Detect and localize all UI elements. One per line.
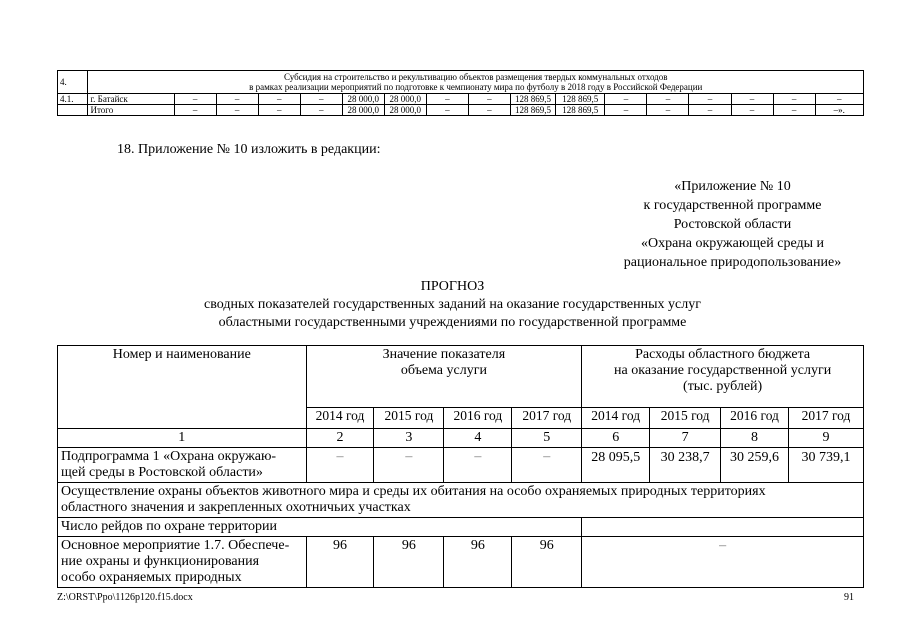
cell: 28 000,0 xyxy=(384,105,426,116)
col-number: 3 xyxy=(374,429,444,448)
cell: – xyxy=(773,94,815,105)
service-line: Осуществление охраны объектов животного мира и среды их обитания на особо охраняемых природных территориях xyxy=(61,484,766,499)
amendment-paragraph: 18. Приложение № 10 изложить в редакции: xyxy=(117,142,381,157)
value-cell: 96 xyxy=(512,537,582,588)
name-line: ние охраны и функционирования xyxy=(61,554,260,569)
header-line: на оказание государственной услуги xyxy=(614,363,832,378)
service-row xyxy=(58,483,864,518)
col-number: 7 xyxy=(650,429,721,448)
top-table-header xyxy=(88,71,864,94)
value-cell: 30 739,1 xyxy=(789,448,864,483)
service-line: областного значения и закрепленных охотничьих участках xyxy=(61,500,411,515)
top-table xyxy=(57,70,864,116)
cell: – xyxy=(468,105,510,116)
value-cell: – xyxy=(444,448,512,483)
header-row xyxy=(58,346,864,408)
header-line: Расходы областного бюджета xyxy=(635,347,811,362)
value-cell: 30 238,7 xyxy=(650,448,721,483)
cell: – xyxy=(426,94,468,105)
top-header-line1: Субсидия на строительство и рекультивацию объектов размещения твердых коммунальных отходов xyxy=(283,72,668,82)
col-number: 8 xyxy=(721,429,789,448)
top-table-row xyxy=(58,94,864,105)
cell: 128 869,5 xyxy=(556,105,605,116)
cell: – xyxy=(731,105,773,116)
col-number: 2 xyxy=(306,429,374,448)
year-cell: 2017 год xyxy=(512,408,582,429)
value-cell: 96 xyxy=(444,537,512,588)
cell: –». xyxy=(815,105,863,116)
indicator-name: Число рейдов по охране территории xyxy=(58,518,582,537)
top-row-number: 4. xyxy=(58,71,88,94)
name-line: щей среды в Ростовской области» xyxy=(61,465,263,480)
name-line: особо охраняемых природных xyxy=(61,570,242,585)
measure-name xyxy=(58,537,307,588)
forecast-table xyxy=(57,345,864,588)
header-line: Значение показателя xyxy=(382,347,506,362)
cell: – xyxy=(426,105,468,116)
cell: – xyxy=(174,105,216,116)
cell: – xyxy=(258,105,300,116)
header-name: Номер и наименование xyxy=(58,346,307,429)
subprogram-row xyxy=(58,448,864,483)
year-cell: 2015 год xyxy=(374,408,444,429)
top-header-line2: в рамках реализации мероприятий по подготовке к чемпионату мира по футболу в 2018 году в Российской Федерации xyxy=(249,82,703,92)
value-cell: – xyxy=(374,448,444,483)
name-line: Основное мероприятие 1.7. Обеспече- xyxy=(61,538,290,553)
page-number: 91 xyxy=(844,592,854,603)
col-number: 1 xyxy=(58,429,307,448)
cell: 28 000,0 xyxy=(384,94,426,105)
cell xyxy=(58,105,88,116)
title-subline: областными государственными учреждениями по государственной программе xyxy=(218,315,687,330)
year-cell: 2014 год xyxy=(306,408,374,429)
header-expenses xyxy=(582,346,864,408)
cell: – xyxy=(647,105,689,116)
cell: – xyxy=(815,94,863,105)
cell: 128 869,5 xyxy=(510,105,555,116)
top-table-row xyxy=(58,105,864,116)
name-line: Подпрограмма 1 «Охрана окружаю- xyxy=(61,449,277,464)
cell: – xyxy=(216,105,258,116)
document-title xyxy=(0,278,905,332)
value-cell: 96 xyxy=(306,537,374,588)
value-cell: 96 xyxy=(374,537,444,588)
cell: – xyxy=(216,94,258,105)
cell: – xyxy=(773,105,815,116)
cell: – xyxy=(605,94,647,105)
service-description xyxy=(58,483,864,518)
cell: 4.1. xyxy=(58,94,88,105)
value-cell: 28 095,5 xyxy=(582,448,650,483)
indicator-row xyxy=(58,518,864,537)
col-number: 5 xyxy=(512,429,582,448)
cell: – xyxy=(731,94,773,105)
col-number: 6 xyxy=(582,429,650,448)
subprogram-name xyxy=(58,448,307,483)
cell: – xyxy=(300,94,342,105)
column-numbers-row xyxy=(58,429,864,448)
cell: – xyxy=(300,105,342,116)
measure-row xyxy=(58,537,864,588)
value-cell: – xyxy=(306,448,374,483)
value-cell: 30 259,6 xyxy=(721,448,789,483)
header-volume xyxy=(306,346,582,408)
col-number: 9 xyxy=(789,429,864,448)
cell: – xyxy=(174,94,216,105)
cell: 28 000,0 xyxy=(342,94,384,105)
cell: – xyxy=(689,105,731,116)
appendix-line: Ростовской области xyxy=(673,217,792,232)
cell: 128 869,5 xyxy=(556,94,605,105)
year-cell: 2017 год xyxy=(789,408,864,429)
cell: – xyxy=(468,94,510,105)
col-number: 4 xyxy=(444,429,512,448)
value-cell: – xyxy=(512,448,582,483)
top-table-header-row xyxy=(58,71,864,94)
indicator-empty xyxy=(582,518,864,537)
cell: г. Батайск xyxy=(88,94,174,105)
cell: – xyxy=(647,94,689,105)
cell: – xyxy=(605,105,647,116)
appendix-header xyxy=(610,177,855,272)
appendix-line: к государственной программе xyxy=(643,198,822,213)
cell: 28 000,0 xyxy=(342,105,384,116)
appendix-line: рациональное природопользование» xyxy=(623,255,842,270)
year-cell: 2015 год xyxy=(650,408,721,429)
year-cell: 2014 год xyxy=(582,408,650,429)
header-line: (тыс. рублей) xyxy=(683,379,763,394)
cell: – xyxy=(689,94,731,105)
header-line: объема услуги xyxy=(400,363,487,378)
footer-file-path: Z:\ORST\Ppo\1126p120.f15.docx xyxy=(57,592,193,603)
cell: Итого xyxy=(88,105,174,116)
appendix-line: «Охрана окружающей среды и xyxy=(640,236,825,251)
title-subline: сводных показателей государственных заданий на оказание государственных услуг xyxy=(204,297,701,312)
cell: – xyxy=(258,94,300,105)
year-cell: 2016 год xyxy=(721,408,789,429)
cell: 128 869,5 xyxy=(510,94,555,105)
title-heading: ПРОГНОЗ xyxy=(420,279,485,294)
year-cell: 2016 год xyxy=(444,408,512,429)
expense-cell: – xyxy=(582,537,864,588)
appendix-line: «Приложение № 10 xyxy=(674,179,791,194)
